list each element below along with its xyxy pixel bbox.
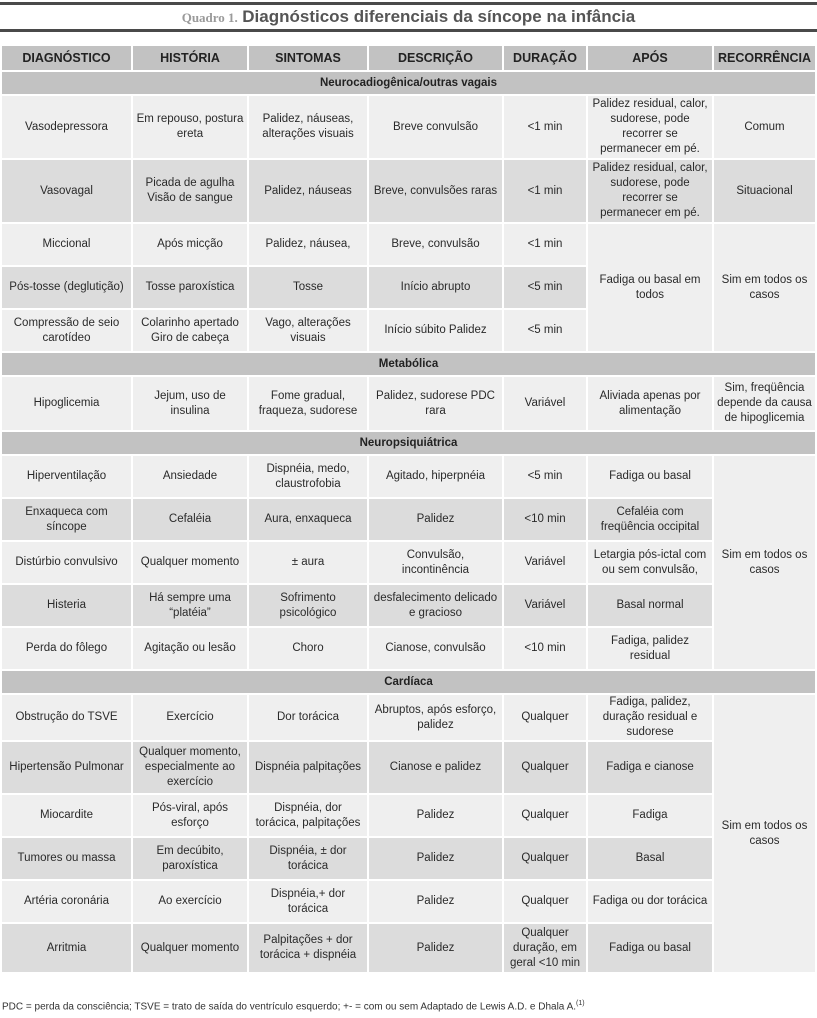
table-row [2, 542, 815, 583]
cell-sintomas: Choro [249, 628, 367, 669]
section-row [2, 432, 815, 454]
table-row [2, 881, 815, 922]
cell-historia: Agitação ou lesão [133, 628, 247, 669]
cell-descricao: Palidez [369, 838, 502, 879]
cell-duracao: <1 min [504, 96, 586, 158]
cell-duracao: <10 min [504, 628, 586, 669]
cell-diagnostico: Miccional [2, 224, 131, 265]
cell-descricao: Breve, convulsão [369, 224, 502, 265]
cell-descricao: desfalecimento delicado e gracioso [369, 585, 502, 626]
cell-duracao: <5 min [504, 267, 586, 308]
header-row [2, 46, 815, 70]
header-sintomas: SINTOMAS [249, 46, 367, 70]
table-row [2, 628, 815, 669]
section-title: Neurocadiogênica/outras vagais [2, 72, 815, 94]
cell-descricao: Início súbito Palidez [369, 310, 502, 351]
table-row [2, 456, 815, 497]
footnote [2, 1000, 585, 1012]
cell-descricao: Agitado, hiperpnéia [369, 456, 502, 497]
cell-apos: Palidez residual, calor, sudorese, pode recorrer se permanecer em pé. [588, 96, 712, 158]
cell-descricao: Abruptos, após esforço, palidez [369, 695, 502, 740]
cell-apos: Palidez residual, calor, sudorese, pode recorrer se permanecer em pé. [588, 160, 712, 222]
header-diagnostico: DIAGNÓSTICO [2, 46, 131, 70]
cell-recorrencia-merged: Sim em todos os casos [714, 456, 815, 669]
section-row [2, 671, 815, 693]
table-row [2, 377, 815, 430]
cell-descricao: Palidez [369, 795, 502, 836]
cell-duracao: <1 min [504, 160, 586, 222]
table-row [2, 742, 815, 793]
cell-descricao: Convulsão, incontinência [369, 542, 502, 583]
cell-sintomas: ± aura [249, 542, 367, 583]
cell-apos-merged: Fadiga ou basal em todos [588, 224, 712, 351]
cell-descricao: Início abrupto [369, 267, 502, 308]
cell-apos: Fadiga e cianose [588, 742, 712, 793]
cell-historia: Em repouso, postura ereta [133, 96, 247, 158]
cell-sintomas: Aura, enxaqueca [249, 499, 367, 540]
title-rule [0, 29, 817, 32]
table-row [2, 224, 815, 265]
cell-diagnostico: Compressão de seio carotídeo [2, 310, 131, 351]
cell-sintomas: Dispnéia, dor torácica, palpitações [249, 795, 367, 836]
cell-historia: Qualquer momento [133, 924, 247, 972]
section-row [2, 353, 815, 375]
title-text: Diagnósticos diferenciais da síncope na infância [242, 7, 636, 26]
cell-historia: Pós-viral, após esforço [133, 795, 247, 836]
cell-apos: Fadiga ou basal [588, 924, 712, 972]
cell-recorrencia-merged: Sim em todos os casos [714, 224, 815, 351]
cell-descricao: Cianose, convulsão [369, 628, 502, 669]
cell-apos: Letargia pós-ictal com ou sem convulsão, [588, 542, 712, 583]
cell-historia: Ao exercício [133, 881, 247, 922]
cell-historia: Cefaléia [133, 499, 247, 540]
cell-sintomas: Dispnéia palpitações [249, 742, 367, 793]
cell-sintomas: Palidez, náuseas [249, 160, 367, 222]
cell-duracao: Qualquer [504, 695, 586, 740]
cell-historia: Jejum, uso de insulina [133, 377, 247, 430]
cell-sintomas: Dispnéia,+ dor torácica [249, 881, 367, 922]
cell-apos: Aliviada apenas por alimentação [588, 377, 712, 430]
footnote-reference: (1) [576, 1000, 585, 1007]
header-historia: HISTÓRIA [133, 46, 247, 70]
differential-diagnosis-table [0, 44, 817, 974]
cell-descricao: Palidez, sudorese PDC rara [369, 377, 502, 430]
table-title [0, 5, 817, 29]
table-row [2, 795, 815, 836]
cell-recorrencia: Comum [714, 96, 815, 158]
cell-sintomas: Dispnéia, ± dor torácica [249, 838, 367, 879]
cell-sintomas: Fome gradual, fraqueza, sudorese [249, 377, 367, 430]
cell-recorrencia: Sim, freqüência depende da causa de hipoglicemia [714, 377, 815, 430]
cell-historia: Qualquer momento [133, 542, 247, 583]
cell-duracao: Variável [504, 377, 586, 430]
cell-diagnostico: Tumores ou massa [2, 838, 131, 879]
cell-duracao: Variável [504, 585, 586, 626]
cell-descricao: Breve convulsão [369, 96, 502, 158]
cell-duracao: <1 min [504, 224, 586, 265]
header-duracao: DURAÇÃO [504, 46, 586, 70]
footnote-text: PDC = perda da consciência; TSVE = trato de saída do ventrículo esquerdo; +- = com ou sem Adaptado de Lewis A.D. e Dhala A. [2, 1001, 577, 1013]
cell-apos: Fadiga [588, 795, 712, 836]
cell-diagnostico: Artéria coronária [2, 881, 131, 922]
cell-apos: Basal [588, 838, 712, 879]
cell-apos: Fadiga ou dor torácica [588, 881, 712, 922]
table-row [2, 96, 815, 158]
table-row [2, 160, 815, 222]
cell-diagnostico: Hipoglicemia [2, 377, 131, 430]
cell-sintomas: Sofrimento psicológico [249, 585, 367, 626]
cell-diagnostico: Perda do fôlego [2, 628, 131, 669]
cell-duracao: Qualquer [504, 742, 586, 793]
table-row [2, 585, 815, 626]
header-apos: APÓS [588, 46, 712, 70]
table-row [2, 838, 815, 879]
title-label: Quadro 1. [181, 10, 238, 25]
cell-recorrencia-merged: Sim em todos os casos [714, 695, 815, 972]
cell-descricao: Breve, convulsões raras [369, 160, 502, 222]
cell-apos: Cefaléia com freqüência occipital [588, 499, 712, 540]
cell-diagnostico: Hipertensão Pulmonar [2, 742, 131, 793]
section-title: Neuropsiquiátrica [2, 432, 815, 454]
cell-historia: Colarinho apertado Giro de cabeça [133, 310, 247, 351]
cell-duracao: Qualquer duração, em geral <10 min [504, 924, 586, 972]
cell-duracao: <5 min [504, 456, 586, 497]
section-title: Cardíaca [2, 671, 815, 693]
table-row [2, 924, 815, 972]
cell-sintomas: Palidez, náusea, [249, 224, 367, 265]
table-row [2, 695, 815, 740]
header-recorrencia: RECORRÊNCIA [714, 46, 815, 70]
cell-apos: Fadiga ou basal [588, 456, 712, 497]
cell-sintomas: Dor torácica [249, 695, 367, 740]
cell-historia: Após micção [133, 224, 247, 265]
cell-descricao: Palidez [369, 924, 502, 972]
cell-descricao: Palidez [369, 881, 502, 922]
cell-apos: Fadiga, palidez, duração residual e sudorese [588, 695, 712, 740]
cell-sintomas: Palidez, náuseas, alterações visuais [249, 96, 367, 158]
cell-duracao: Qualquer [504, 881, 586, 922]
cell-historia: Picada de agulha Visão de sangue [133, 160, 247, 222]
cell-duracao: <5 min [504, 310, 586, 351]
cell-historia: Em decúbito, paroxística [133, 838, 247, 879]
cell-duracao: Variável [504, 542, 586, 583]
section-row [2, 72, 815, 94]
cell-diagnostico: Miocardite [2, 795, 131, 836]
cell-historia: Tosse paroxística [133, 267, 247, 308]
cell-diagnostico: Pós-tosse (deglutição) [2, 267, 131, 308]
cell-apos: Basal normal [588, 585, 712, 626]
cell-apos: Fadiga, palidez residual [588, 628, 712, 669]
cell-recorrencia: Situacional [714, 160, 815, 222]
cell-historia: Há sempre uma “platéia” [133, 585, 247, 626]
cell-diagnostico: Histeria [2, 585, 131, 626]
cell-sintomas: Vago, alterações visuais [249, 310, 367, 351]
cell-historia: Ansiedade [133, 456, 247, 497]
cell-sintomas: Dispnéia, medo, claustrofobia [249, 456, 367, 497]
cell-diagnostico: Hiperventilação [2, 456, 131, 497]
cell-duracao: Qualquer [504, 838, 586, 879]
cell-diagnostico: Arritmia [2, 924, 131, 972]
cell-diagnostico: Vasodepressora [2, 96, 131, 158]
cell-sintomas: Palpitações + dor torácica + dispnéia [249, 924, 367, 972]
cell-diagnostico: Enxaqueca com síncope [2, 499, 131, 540]
cell-historia: Exercício [133, 695, 247, 740]
cell-sintomas: Tosse [249, 267, 367, 308]
cell-diagnostico: Obstrução do TSVE [2, 695, 131, 740]
cell-descricao: Palidez [369, 499, 502, 540]
cell-historia: Qualquer momento, especialmente ao exercício [133, 742, 247, 793]
cell-duracao: Qualquer [504, 795, 586, 836]
section-title: Metabólica [2, 353, 815, 375]
cell-diagnostico: Vasovagal [2, 160, 131, 222]
table-row [2, 499, 815, 540]
cell-descricao: Cianose e palidez [369, 742, 502, 793]
cell-duracao: <10 min [504, 499, 586, 540]
header-descricao: DESCRIÇÃO [369, 46, 502, 70]
cell-diagnostico: Distúrbio convulsivo [2, 542, 131, 583]
